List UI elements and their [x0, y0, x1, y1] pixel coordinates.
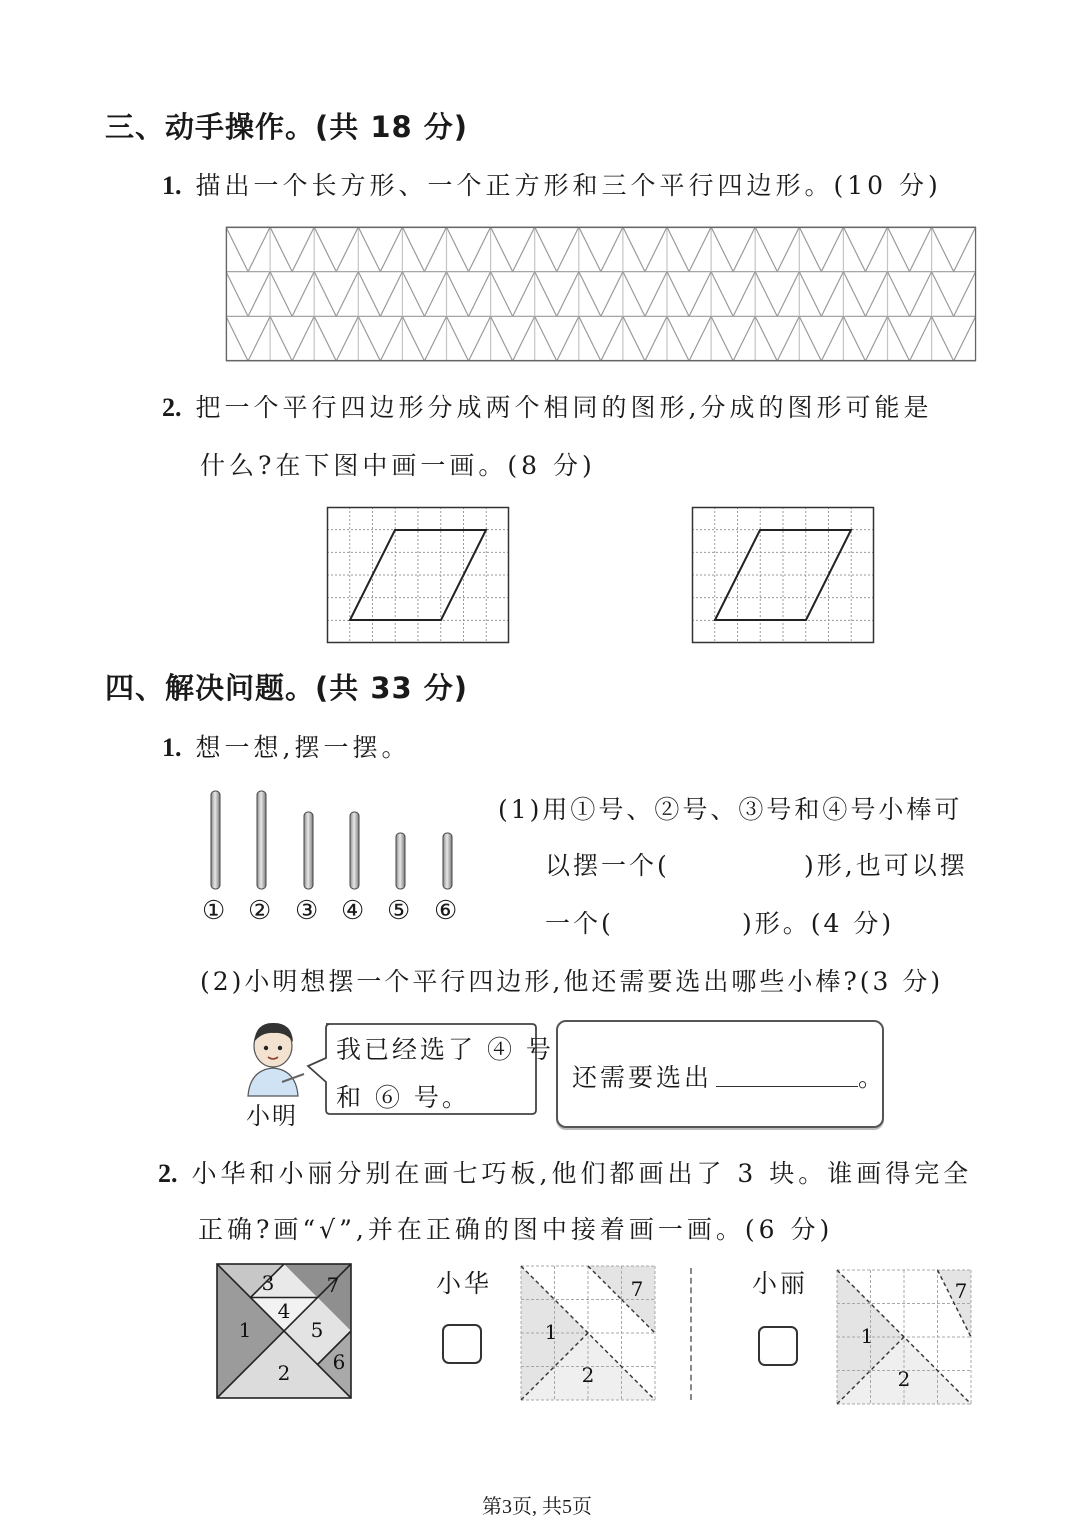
parallelogram-grid-right[interactable] [692, 507, 874, 643]
s4-q1-part1-blank1-suffix: )形,也可以摆 [804, 851, 968, 880]
xiaohua-drawing-grid[interactable] [521, 1266, 655, 1400]
s3-q1-number: 1. [162, 171, 182, 200]
xiaoli-label-1: 1 [860, 1324, 874, 1348]
answer-suffix: 。 [858, 1063, 887, 1092]
tangram-label-6: 6 [332, 1350, 346, 1374]
s3-q1-text: 描出一个长方形、一个正方形和三个平行四边形。(10 分) [195, 171, 942, 200]
s3-q2-number: 2. [162, 393, 182, 422]
answer-prefix: 还需要选出 [572, 1063, 713, 1092]
xiaoming-name: 小明 [246, 1102, 298, 1130]
s4-q1-part1-line1: (1)用①号、②号、③号和④号小棒可 [498, 795, 963, 824]
divider [690, 1268, 692, 1400]
s4-q2-line2: 正确?画“√”,并在正确的图中接着画一画。(6 分) [198, 1215, 834, 1244]
stick-2 [257, 791, 266, 889]
stick-4 [350, 812, 359, 889]
page-footer: 第3页, 共5页 [482, 1496, 592, 1518]
section-4-title: 四、解决问题。(共 33 分) [105, 671, 469, 705]
tangram-label-7: 7 [326, 1273, 340, 1297]
tangram-reference [217, 1264, 351, 1398]
xiaoli-name: 小丽 [752, 1269, 809, 1298]
s3-q2-line2: 什么?在下图中画一画。(8 分) [200, 451, 596, 480]
stick-1 [211, 791, 220, 889]
xiaoli-checkbox[interactable] [758, 1326, 798, 1366]
xiaohua-label-1: 1 [544, 1320, 558, 1344]
tangram-label-1: 1 [238, 1318, 252, 1342]
s4-q2-number: 2. [158, 1159, 178, 1188]
section-3-title: 三、动手操作。(共 18 分) [105, 110, 469, 144]
stick-label-2: ② [248, 896, 272, 926]
xiaohua-label-7: 7 [630, 1277, 644, 1301]
bubble-line-1: 我已经选了 ④ 号 [336, 1035, 554, 1064]
parallelogram-grid-left[interactable] [327, 507, 509, 643]
tangram-label-3: 3 [261, 1271, 275, 1295]
xiaoli-label-7: 7 [954, 1279, 968, 1303]
stick-6 [443, 833, 452, 889]
answer-blank[interactable] [716, 1086, 858, 1087]
s4-question-1 [162, 728, 410, 764]
s3-q2-line1: 把一个平行四边形分成两个相同的图形,分成的图形可能是 [195, 393, 933, 422]
xiaohua-checkbox[interactable] [442, 1324, 482, 1364]
s4-question-2 [158, 1154, 972, 1190]
s4-q1-text: 想一想,摆一摆。 [195, 733, 411, 762]
stick-label-3: ③ [295, 896, 319, 926]
s4-q1-number: 1. [162, 733, 182, 762]
triangle-dot-grid[interactable] [226, 227, 976, 361]
tangram-label-2: 2 [277, 1361, 291, 1385]
tangram-label-4: 4 [277, 1299, 291, 1323]
s4-q1-part1-blank2-suffix: )形。(4 分) [742, 909, 895, 938]
stick-3 [304, 812, 313, 889]
stick-5 [396, 833, 405, 889]
sticks-illustration [200, 785, 470, 895]
stick-label-4: ④ [341, 896, 365, 926]
xiaoli-drawing-grid[interactable] [837, 1270, 971, 1404]
xiaohua-name: 小华 [436, 1269, 493, 1298]
s3-question-1 [162, 166, 942, 202]
tangram-label-5: 5 [310, 1318, 324, 1342]
bubble-line-2: 和 ⑥ 号。 [336, 1083, 470, 1112]
stick-label-5: ⑤ [387, 896, 411, 926]
s3-question-2 [162, 388, 932, 424]
stick-label-6: ⑥ [434, 896, 458, 926]
xiaoli-label-2: 2 [897, 1367, 911, 1391]
s4-q1-part2: (2)小明想摆一个平行四边形,他还需要选出哪些小棒?(3 分) [200, 967, 944, 996]
s4-q1-part1-blank2-prefix: 一个( [545, 909, 614, 938]
stick-label-1: ① [202, 896, 226, 926]
xiaoming-avatar [238, 1016, 308, 1096]
s4-q2-line1: 小华和小丽分别在画七巧板,他们都画出了 3 块。谁画得完全 [191, 1159, 973, 1188]
s4-q1-part1-blank1-prefix: 以摆一个( [545, 851, 670, 880]
xiaohua-label-2: 2 [581, 1363, 595, 1387]
